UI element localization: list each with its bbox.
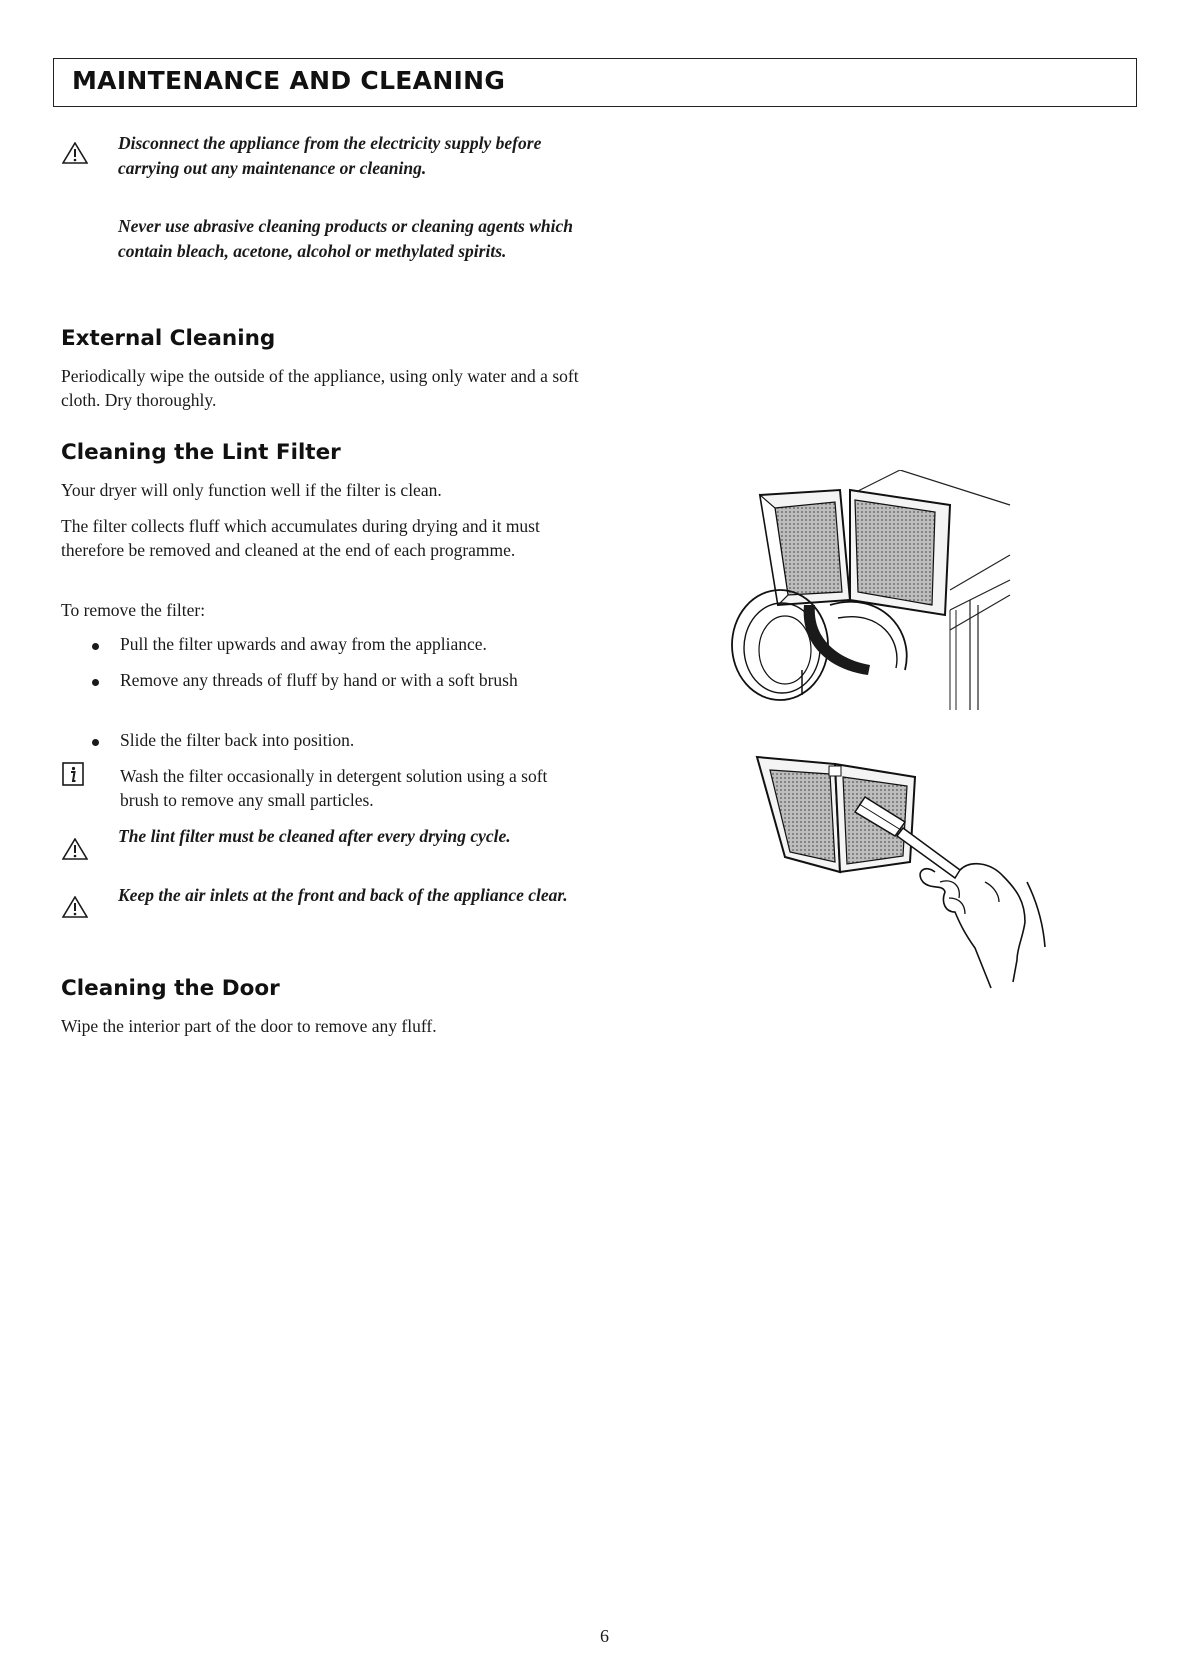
external-cleaning-text: Periodically wipe the outside of the appliance, using only water and a soft cloth. Dry thoroughly. — [61, 366, 579, 410]
bullet-marker — [92, 643, 99, 650]
bullet-marker — [92, 679, 99, 686]
page-number: 6 — [600, 1626, 609, 1646]
lint-filter-description: The filter collects fluff which accumulates during drying and it must therefore be removed and cleaned at the end of each programme. — [61, 516, 540, 560]
air-inlets-warning: Keep the air inlets at the front and back of the appliance clear. — [118, 885, 568, 905]
list-item: Remove any threads of fluff by hand or with a soft brush — [120, 670, 518, 690]
info-icon — [62, 762, 84, 786]
warning-triangle-icon — [62, 838, 88, 860]
external-cleaning-heading: External Cleaning — [61, 326, 276, 351]
lint-filter-intro: Your dryer will only function well if the filter is clean. — [61, 480, 442, 500]
warning-triangle-icon — [62, 896, 88, 918]
door-heading: Cleaning the Door — [61, 976, 280, 1001]
lint-filter-heading: Cleaning the Lint Filter — [61, 440, 341, 465]
list-item: Slide the filter back into position. — [120, 730, 355, 750]
disconnect-warning: Disconnect the appliance from the electricity supply before carrying out any maintenance or cleaning. — [118, 133, 542, 178]
door-text: Wipe the interior part of the door to remove any fluff. — [61, 1016, 437, 1036]
warning-triangle-icon — [62, 142, 88, 164]
remove-filter-label: To remove the filter: — [61, 600, 206, 620]
info-note: Wash the filter occasionally in detergent solution using a soft brush to remove any small particles. — [120, 766, 548, 810]
lint-filter-warning: The lint filter must be cleaned after every drying cycle. — [118, 826, 511, 846]
section-header — [53, 58, 1137, 107]
bullet-marker — [92, 739, 99, 746]
abrasive-note: Never use abrasive cleaning products or cleaning agents which contain bleach, acetone, alcohol or methylated spirits. — [118, 216, 574, 261]
page-title: MAINTENANCE AND CLEANING — [72, 66, 506, 95]
filter-brushing-illustration — [755, 752, 1055, 1012]
filter-removal-illustration — [720, 470, 1020, 720]
list-item: Pull the filter upwards and away from the appliance. — [120, 634, 487, 654]
